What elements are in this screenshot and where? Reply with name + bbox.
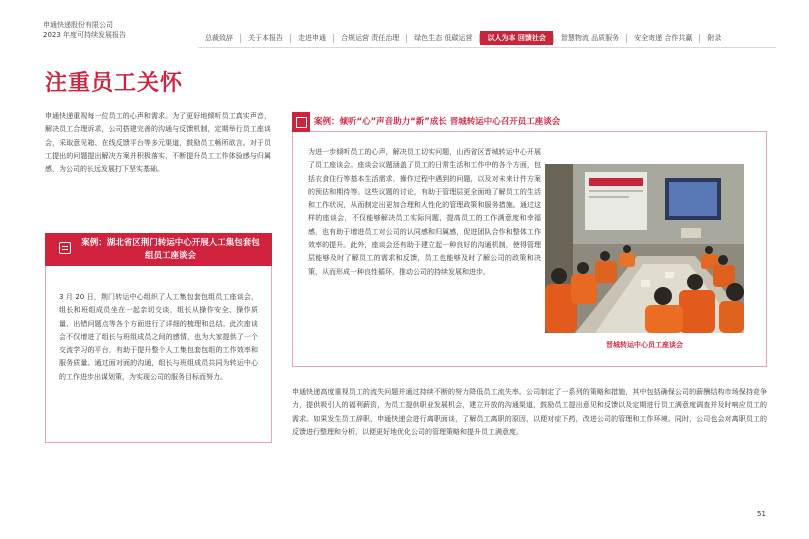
nav-item-about-report[interactable]: 关于本报告 — [248, 34, 283, 42]
retention-paragraph: 申通快递高度重视员工的流失问题并通过持续不断的努力降低员工流失率。公司制定了一系列的策略和措施，其中包括确保公司的薪酬结构市场保持竞争力，提供吸引人的福利薪资，为员工提供职业发展机会，建立开放的沟通渠道，鼓励员工提出意见和反馈以及定期进行员工满意度调查并及时响应员工的需求。如果发生员工辞职，申通快递会进行离职面谈，了解员工离职的原因，以便对症下药，改进公司的管理和工作环境。同时，公司也会对离职员工的反馈进行整理和分析，以便更好地优化公司的管理策略和提升员工满意度。 — [292, 388, 767, 436]
document-icon — [59, 242, 71, 254]
nav-item-ceo-message[interactable]: 总裁致辞 — [205, 34, 233, 42]
page-title: 注重员工关怀 — [45, 71, 184, 96]
case-box-jingmen — [45, 233, 272, 443]
case-body: 3 月 20 日，荆门转运中心组织了人工集包套包组员工座谈会，组长和班组成员坐在一起亲切交谈，组长从操作安全、操作质量、出错问题点等各个方面进行了详细的梳理和总结。此次座谈会不仅增进了组长与班组成员之间的感情，也为大家提供了一个交流学习的平台，有助于提升整个人工集包套包组的工作效率和服务质量。通过面对面的沟通，组长与班组成员共同为转运中心的工作进步出谋划策，为实现公司的服务目标而努力。 — [59, 293, 258, 381]
photo-caption: 晋城转运中心员工座谈会 — [606, 341, 683, 349]
nav-item-green[interactable]: 绿色生态 低碳运营 — [414, 34, 473, 42]
nav-item-governance[interactable]: 合规运营 责任治理 — [341, 34, 400, 42]
nav-item-smart-logistics[interactable]: 智慧物流 品质服务 — [560, 34, 620, 42]
page-header — [0, 0, 809, 55]
nav-item-people-active[interactable]: 以人为本 回馈社会 — [480, 31, 552, 45]
report-name-line2: 2023 年度可持续发展报告 — [43, 31, 127, 39]
case-box-jincheng — [292, 112, 767, 367]
company-name-line1: 申通快递股份有限公司 — [43, 21, 113, 29]
case-header — [45, 233, 272, 266]
nav-item-about-sto[interactable]: 走进申通 — [298, 34, 326, 42]
document-icon — [292, 112, 310, 132]
meeting-photo-illustration — [545, 164, 744, 333]
case-title: 案例：湖北省区荆门转运中心开展人工集包套包组员工座谈会 — [81, 238, 260, 261]
page-number: 51 — [757, 510, 766, 518]
intro-paragraph: 申通快递重视每一位员工的心声和需求。为了更好地倾听员工真实声音，解决员工合理诉求，公司搭建完善的沟通与反馈机制，定期举行员工座谈会，采取意见箱、在线反馈平台等多元渠道，鼓励员工畅所欲言。对于员工提出的问题提出解决方案并积极落实，不断提升员工工作体验感与归属感，为公司的长远发展打下坚实基础。 — [45, 112, 271, 174]
case-title: 案例：倾听“心”声音助力“新”成长 晋城转运中心召开员工座谈会 — [314, 117, 561, 127]
chapter-nav — [198, 31, 728, 45]
case-body: 为进一步倾听员工的心声，解决员工切实问题，山西省区晋城转运中心开展了员工座谈会。座谈会议题涵盖了员工的日常生活和工作中的各个方面，包括衣食住行等基本生活需求，操作过程中遇到的问题，以及对未来计件方案的预估和期待等。这些议题的讨论，有助于管理层更全面地了解员工的生活和工作状况，从而制定出更加合理和人性化的管理政策和服务措施。通过这样的座谈会，不仅能够解决员工实际问题，提高员工的工作满意度和幸福感，也有助于增进员工对公司的认同感和归属感，促进团队合作和整体工作效率的提升。此外，座谈会还有助于建立起一种良好的沟通机制，使得管理层能够及时了解员工的需求和反馈，员工也能够及时了解公司的政策和决策，从而形成一种良性循环，推动公司的持续发展和进步。 — [308, 148, 541, 276]
meeting-photo — [545, 164, 744, 333]
company-name — [43, 20, 126, 40]
nav-item-appendix[interactable]: 附录 — [707, 34, 722, 42]
nav-item-safety[interactable]: 安全寄递 合作共赢 — [634, 34, 693, 42]
case-header — [292, 112, 767, 132]
header-rule — [198, 47, 776, 48]
